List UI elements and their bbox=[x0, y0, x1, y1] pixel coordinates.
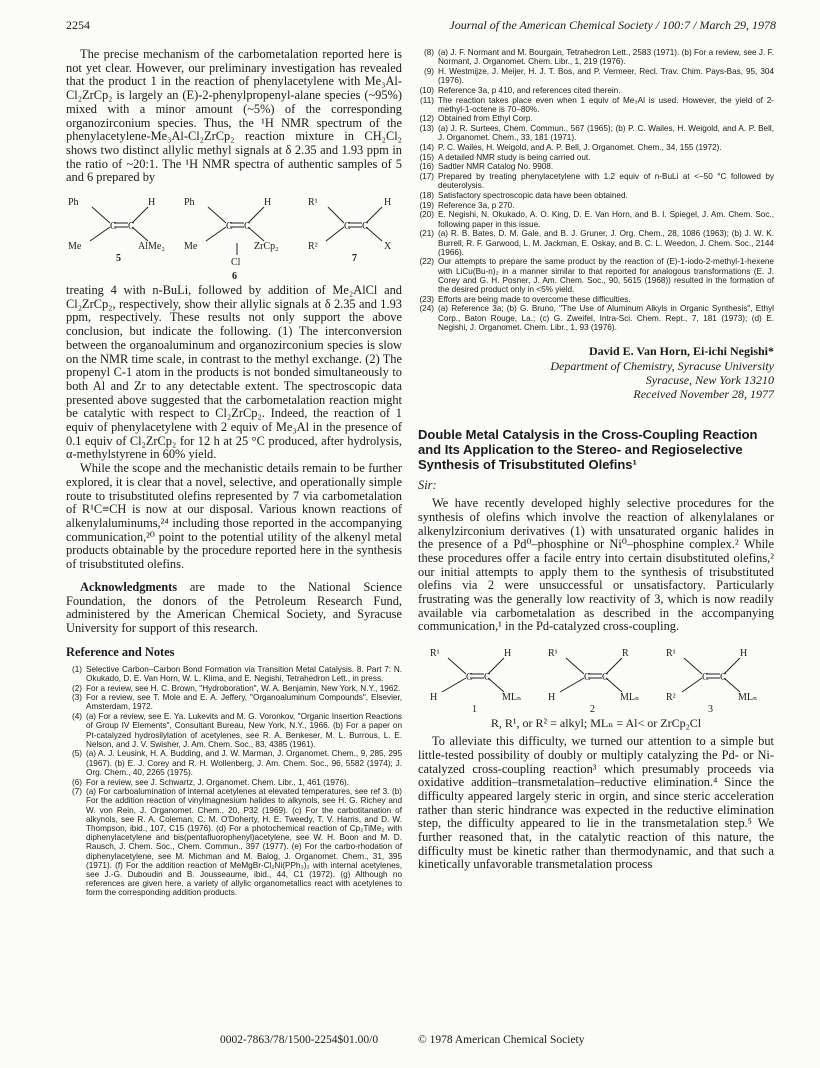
structure-2 bbox=[544, 640, 648, 714]
reference-number: (7) bbox=[71, 787, 82, 797]
svg-text:C: C bbox=[720, 672, 727, 684]
structure-7 bbox=[302, 189, 402, 263]
reference-number: (1) bbox=[71, 664, 82, 674]
substituent: R¹ bbox=[308, 197, 318, 209]
reference-text: Prepared by treating phenylacetylene with 1.2 equiv of n-BuLi at <−50 °C followed by deuterolysis. bbox=[438, 172, 774, 191]
svg-text:C: C bbox=[128, 221, 135, 233]
reference-number: (12) bbox=[419, 114, 434, 124]
reference-text: (a) For a review, see E. Ya. Lukevits and M. G. Voronkov, "Organic Insertion Reactions of Group IV Elements", Consultant Bureau, New York, N.Y., 1966. (b) For a paper on Pt-catalyzed hydrosilylation of acetylenes, see R. A. Benkeser, M. L. Burrous, L. E. Nelson, and J. V. Swisher, J. Am. Chem. Soc., 83, 4385 (1961). bbox=[86, 712, 402, 749]
reference-text: Efforts are being made to overcome these difficulties. bbox=[438, 294, 631, 304]
reference-text: (a) A. J. Leusink, H. A. Budding, and J. W. Marman, J. Organomet. Chem., 9, 285, 295 (1967). (b) E. J. Corey and R. H. Wollenberg, J. Am. Chem. Soc., 96, 5582 (1974); J. Org. Chem., 40, 2265 (1975). bbox=[86, 749, 402, 777]
substituent: H bbox=[148, 197, 156, 209]
svg-text:C: C bbox=[226, 221, 233, 233]
substituent: R bbox=[622, 648, 629, 660]
acknowledgments-text: are made to the National Science Foundation, the donors of the Petroleum Research Fund, administered by the American Chemical Society, and Syracuse University for support of this research. bbox=[66, 579, 402, 635]
reference-number: (21) bbox=[419, 229, 434, 239]
reference-number: (24) bbox=[419, 304, 434, 314]
reference-text: (a) R. B. Bates, D. M. Gale, and B. J. Gruner, J. Org. Chem., 28, 1086 (1963); (b) J. W. K. Burrell, R. F. Garwood, L. M. Jackman, E. Oskay, and B. C. L. Weedon, J. Chem. Soc., 2144 (1966). bbox=[438, 229, 774, 257]
reference-text: Reference 3a, p 410, and references cited therein. bbox=[438, 85, 621, 95]
reference-text: Satisfactory spectroscopic data have been obtained. bbox=[438, 191, 628, 201]
reference-number: (8) bbox=[423, 48, 434, 57]
svg-text:C: C bbox=[584, 672, 591, 684]
article-title: Double Metal Catalysis in the Cross-Coupling Reaction and Its Application to the Stereo- and Regioselective Synthesis of Trisubstituted Olefins¹ bbox=[418, 427, 758, 473]
substituent: R¹ bbox=[548, 648, 558, 660]
body-paragraph: While the scope and the mechanistic details remain to be further explored, it is clear that a novel, selective, and operationally simple route to trisubstituted olefins represented by 7 via carbometalation of R¹C≡CH is now at our disposal. Various known reactions of alkenylaluminums,²⁴ including those reported in the accompanying communication,²⁰ point to the potential utility of the alkenyl metal products obtainable by the procedure reported here in the synthesis of trisubstituted olefins. bbox=[66, 461, 402, 572]
substituent: H bbox=[548, 692, 556, 704]
svg-text:C: C bbox=[466, 672, 473, 684]
acknowledgments bbox=[66, 581, 402, 636]
svg-text:C: C bbox=[484, 672, 491, 684]
substituent: H bbox=[504, 648, 512, 660]
reference-text: Obtained from Ethyl Corp. bbox=[438, 114, 533, 124]
compound-label: 2 bbox=[590, 704, 595, 715]
substituent: AlMe₂ bbox=[138, 241, 165, 253]
substituent: R² bbox=[666, 692, 676, 704]
acknowledgments-label: Acknowledgments bbox=[80, 579, 178, 594]
right-column bbox=[418, 48, 774, 872]
reference-item bbox=[418, 162, 774, 171]
references-heading: Reference and Notes bbox=[66, 644, 175, 659]
compound-label: 5 bbox=[116, 253, 121, 264]
reference-item bbox=[418, 96, 774, 114]
body-paragraph: We have recently developed highly selective procedures for the synthesis of olefins which involve the reaction of alkenylalanes or alkenylzirconium derivatives (1) with unsaturated organic halides in the presence of a Pd⁰–phosphine or Ni⁰–phosphine complex.² While these procedures offer a facile entry into certain disubstituted olefins,² our initial attempts to apply them to the synthesis of trisubstituted olefins via 2 were unsuccessful or unsatisfactory. Particularly frustrating was the generally low reactivity of 3, which is now readily available via carbometalation as described in the accompanying communication,¹ in the Pd-catalyzed cross-coupling. bbox=[418, 496, 774, 634]
reference-text: (a) J. F. Normant and M. Bourgain, Tetrahedron Lett., 2583 (1971). (b) For a review, see J. F. Normant, J. Organomet. Chem. Libr., 1, 219 (1976). bbox=[438, 48, 774, 67]
left-column bbox=[66, 48, 402, 898]
reference-item bbox=[66, 684, 402, 693]
reference-item bbox=[418, 143, 774, 152]
svg-text:C: C bbox=[244, 221, 251, 233]
reference-item bbox=[418, 48, 774, 66]
substituent: H bbox=[430, 692, 438, 704]
reference-text: (a) For carboalumination of internal acetylenes at elevated temperatures, see ref 3. (b) For the addition reaction of vinylmagnesium halides to alkynols, see H. G. Richey and W. von Rein, J. Organomet. Chem., 20, P32 (1969). (c) For the carbotitanation of alkynols, see R. A. Coleman, C. M. O'Doherty, H. E. Tweedy, T. V. Harris, and D. W. Thompson, ibid., 107, C15 (1976). (d) For a photochemical reaction of Cp₂TiMe₂ with diphenylacetylene and bis(pentafluorophenyl)acetylene, see W. H. Boon and M. D. Rausch, J. Chem. Soc., Chem. Commun., 397 (1977). (e) For the carbo-rhodation of diphenylacetylene, see M. Michman and M. Balog, J. Organomet. Chem., 31, 395 (1971). (f) For the addition reaction of MeMgBr-Cl₂Ni(PPh₃)₂ with internal acetylenes, see J.-G. Duboudin and B. Jousseaume, ibid., 44, C1 (1972). (g) Although no references are given here, a variety of allylic organometallics react with acetylenes to form the corresponding addition products. bbox=[86, 787, 402, 898]
substituent: H bbox=[264, 197, 272, 209]
reference-text: Our attempts to prepare the same product by the reaction of (E)-1-iodo-2-methyl-1-hexene with LiCu(Bu-n)₂ in a manner similar to that reported for analogous transformations (E. J. Corey and G. H. Posner, J. Am. Chem. Soc., 90, 5615 (1968)) resulted in the formation of the desired product only in <5% yield. bbox=[438, 257, 774, 295]
reference-number: (15) bbox=[419, 152, 434, 162]
structure-caption: R, R¹, or R² = alkyl; MLₙ = Al< or ZrCp₂Cl bbox=[490, 716, 702, 731]
journal-header: Journal of the American Chemical Society / 100:7 / March 29, 1978 bbox=[449, 18, 776, 32]
reference-item bbox=[418, 191, 774, 200]
substituent: Me bbox=[184, 241, 198, 253]
reference-number: (5) bbox=[71, 749, 82, 759]
substituent: MLₙ bbox=[502, 692, 522, 704]
salutation: Sir: bbox=[418, 478, 437, 493]
svg-text:C: C bbox=[702, 672, 709, 684]
reference-item bbox=[418, 124, 774, 142]
reference-text: (a) Reference 3a; (b) G. Bruno, "The Use of Aluminum Alkyls in Organic Synthesis", Ethyl Corp., Baton Rouge, La.; (c) G. Zweifel, Intra-Sci. Chem. Rept., 7, 181 (1973); (d) E. Negishi, J. Organomet. Chem. Libr., 1, 93 (1976). bbox=[438, 304, 774, 332]
reference-number: (2) bbox=[71, 683, 82, 693]
structure-6 bbox=[182, 189, 294, 281]
affiliation: Department of Chemistry, Syracuse University bbox=[550, 359, 774, 374]
reference-item bbox=[418, 210, 774, 228]
reference-text: (a) J. R. Surtees, Chem. Commun., 567 (1965); (b) P. C. Wailes, H. Weigold, and A. P. Bell, J. Organomet. Chem., 33, 181 (1971). bbox=[438, 124, 774, 143]
reference-text: E. Negishi, N. Okukado, A. O. King, D. E. Van Horn, and B. I. Spiegel, J. Am. Chem. Soc., following paper in this issue. bbox=[438, 210, 774, 229]
reference-text: H. Westmijze, J. Meijer, H. J. T. Bos, and P. Vermeer, Recl. Trav. Chim. Pays-Bas, 95, 304 (1976). bbox=[438, 66, 774, 86]
compound-label: 1 bbox=[472, 704, 477, 715]
reference-item bbox=[66, 787, 402, 897]
compound-label: 6 bbox=[232, 271, 237, 282]
reference-text: P. C. Wailes, H. Weigold, and A. P. Bell, J. Organomet. Chem., 34, 155 (1972). bbox=[438, 143, 722, 153]
substituent: MLₙ bbox=[738, 692, 758, 704]
svg-text:C: C bbox=[110, 221, 117, 233]
reference-item bbox=[66, 778, 402, 787]
compound-label: 7 bbox=[352, 253, 357, 264]
substituent: R¹ bbox=[666, 648, 676, 660]
reference-text: For a review, see T. Mole and E. A. Jeffery, "Organoaluminum Compounds", Elsevier, Amsterdam, 1972. bbox=[86, 693, 402, 712]
substituent: R² bbox=[308, 241, 318, 253]
reference-item bbox=[418, 86, 774, 95]
reference-text: Reference 3a, p 270. bbox=[438, 200, 515, 210]
substituent: Cl bbox=[231, 257, 241, 269]
reference-text: For a review, see H. C. Brown, "Hydroboration", W. A. Benjamin, New York, N.Y., 1962. bbox=[86, 683, 401, 693]
reference-text: A detailed NMR study is being carried out. bbox=[438, 152, 591, 162]
substituent: MLₙ bbox=[620, 692, 640, 704]
substituent: R¹ bbox=[430, 648, 440, 660]
reference-item bbox=[66, 693, 402, 711]
substituent: H bbox=[384, 197, 392, 209]
svg-text:C: C bbox=[362, 221, 369, 233]
reference-text: Selective Carbon–Carbon Bond Formation via Transition Metal Catalysis. 8. Part 7: N. Okukado, D. E. Van Horn, W. L. Klima, and E. Negishi, Tetrahedron Lett., in press. bbox=[86, 664, 402, 683]
substituent: Ph bbox=[68, 197, 79, 209]
reference-list bbox=[66, 665, 402, 898]
reference-item bbox=[418, 295, 774, 304]
reference-number: (17) bbox=[419, 172, 434, 182]
reference-number: (3) bbox=[71, 693, 82, 703]
received-date: Received November 28, 1977 bbox=[633, 387, 774, 402]
affiliation-address: Syracuse, New York 13210 bbox=[645, 373, 774, 388]
reference-number: (10) bbox=[419, 85, 434, 95]
body-paragraph: treating 4 with n-BuLi, followed by addition of Me₂AlCl and Cl₂ZrCp₂, respectively, show their allylic signals at δ 2.35 and 1.93 ppm, respectively. These results not only support the above conclusion, but indicate the following. (1) The interconversion between the organoaluminum and organozirconium species is slow on the NMR time scale, in contrast to the methyl exchange. (2) The propenyl C-1 atom in the products is not bonded simultaneously to both Al and Zr to any detectable extent. The spectroscopic data presented above suggested that the carbometalation reaction might be catalytic with respect to Cl₂ZrCp₂. Indeed, the reaction of 1 equiv of phenylacetylene with 2 equiv of Me₃Al in the presence of 0.1 equiv of Cl₂ZrCp₂ for 12 h at 25 °C produced, after hydrolysis, α-methylstyrene in 60% yield. bbox=[66, 283, 402, 462]
reference-number: (6) bbox=[71, 777, 82, 787]
body-paragraph: To alleviate this difficulty, we turned our attention to a simple but little-tested possibility of doubly or multiply catalyzing the Pd- or Ni-catalyzed cross-coupling reaction³ which presumably proceeds via oxidative addition–transmetalation–reductive elimination.⁴ Since the difficulty appeared largely steric in orgin, and since steric acceleration rather than steric hindrance was expected in the reductive elimination step, the difficulty appeared to lie in the transmetalation step.⁵ We further reasoned that, in the catalytic reaction of this nature, the difficulty must be kinetic rather than thermodynamic, and that such a kinetically unfavorable transmetalation process bbox=[418, 734, 774, 872]
reference-item bbox=[418, 304, 774, 332]
reference-number: (14) bbox=[419, 143, 434, 153]
reference-number: (11) bbox=[420, 95, 434, 105]
structure-3 bbox=[662, 640, 766, 714]
reference-text: For a review, see J. Schwartz, J. Organomet. Chem. Libr., 1, 461 (1976). bbox=[86, 777, 350, 787]
reference-number: (19) bbox=[419, 200, 434, 210]
reference-number: (16) bbox=[419, 162, 434, 172]
reference-item bbox=[418, 201, 774, 210]
reference-number: (9) bbox=[423, 66, 434, 76]
reference-item bbox=[418, 153, 774, 162]
reference-number: (23) bbox=[419, 294, 434, 304]
footer-code: 0002-7863/78/1500-2254$01.00/0 bbox=[220, 1034, 379, 1046]
svg-text:C: C bbox=[602, 672, 609, 684]
reference-item bbox=[418, 229, 774, 257]
reference-number: (20) bbox=[419, 210, 434, 220]
authors: David E. Van Horn, Ei-ichi Negishi* bbox=[588, 344, 774, 359]
reference-number: (18) bbox=[419, 191, 434, 201]
footer-copyright: © 1978 American Chemical Society bbox=[418, 1034, 585, 1046]
body-paragraph: The precise mechanism of the carbometalation reported here is not yet clear. However, our preliminary investigation has revealed that the product 1 in the reaction of phenylacetylene with Me₃Al-Cl₂ZrCp₂ is largely an (E)-2-phenylpropenyl-alane species (~95%) mixed with a minor amount (~5%) of the corresponding organozirconium species. Thus, the ¹H NMR spectrum of the phenylacetylene-Me₃Al-Cl₂ZrCp₂ reaction mixture in CH₂Cl₂ shows two distinct allylic methyl signals at δ 2.35 and 1.93 ppm in the ratio of ~20:1. The ¹H NMR spectra of authentic samples of 5 and 6 prepared by bbox=[66, 47, 402, 185]
reference-list bbox=[418, 48, 774, 332]
reference-number: (22) bbox=[419, 257, 434, 267]
reference-item bbox=[66, 749, 402, 777]
structures-1-2-3 bbox=[426, 640, 766, 714]
structure-5 bbox=[66, 189, 174, 263]
reference-item bbox=[66, 665, 402, 683]
reference-number: (4) bbox=[71, 712, 82, 722]
structure-1 bbox=[426, 640, 530, 714]
reference-item bbox=[418, 172, 774, 190]
reference-text: The reaction takes place even when 1 equiv of Me₃Al is used. However, the yield of 2-methyl-1-octene is 70–80%. bbox=[438, 95, 774, 114]
page-number: 2254 bbox=[66, 18, 90, 32]
reference-number: (13) bbox=[419, 124, 434, 134]
svg-text:C: C bbox=[344, 221, 351, 233]
substituent: Me bbox=[68, 241, 82, 253]
substituent: ZrCp₂ bbox=[254, 241, 279, 253]
substituent: H bbox=[740, 648, 748, 660]
reference-item bbox=[418, 257, 774, 294]
reference-item bbox=[66, 712, 402, 749]
reference-item bbox=[418, 67, 774, 85]
substituent: X bbox=[384, 241, 392, 253]
substituent: Ph bbox=[184, 197, 195, 209]
reference-item bbox=[418, 114, 774, 123]
structures-5-6-7 bbox=[66, 189, 402, 281]
compound-label: 3 bbox=[708, 704, 713, 715]
reference-text: Sadtler NMR Catalog No. 9908. bbox=[438, 162, 554, 172]
